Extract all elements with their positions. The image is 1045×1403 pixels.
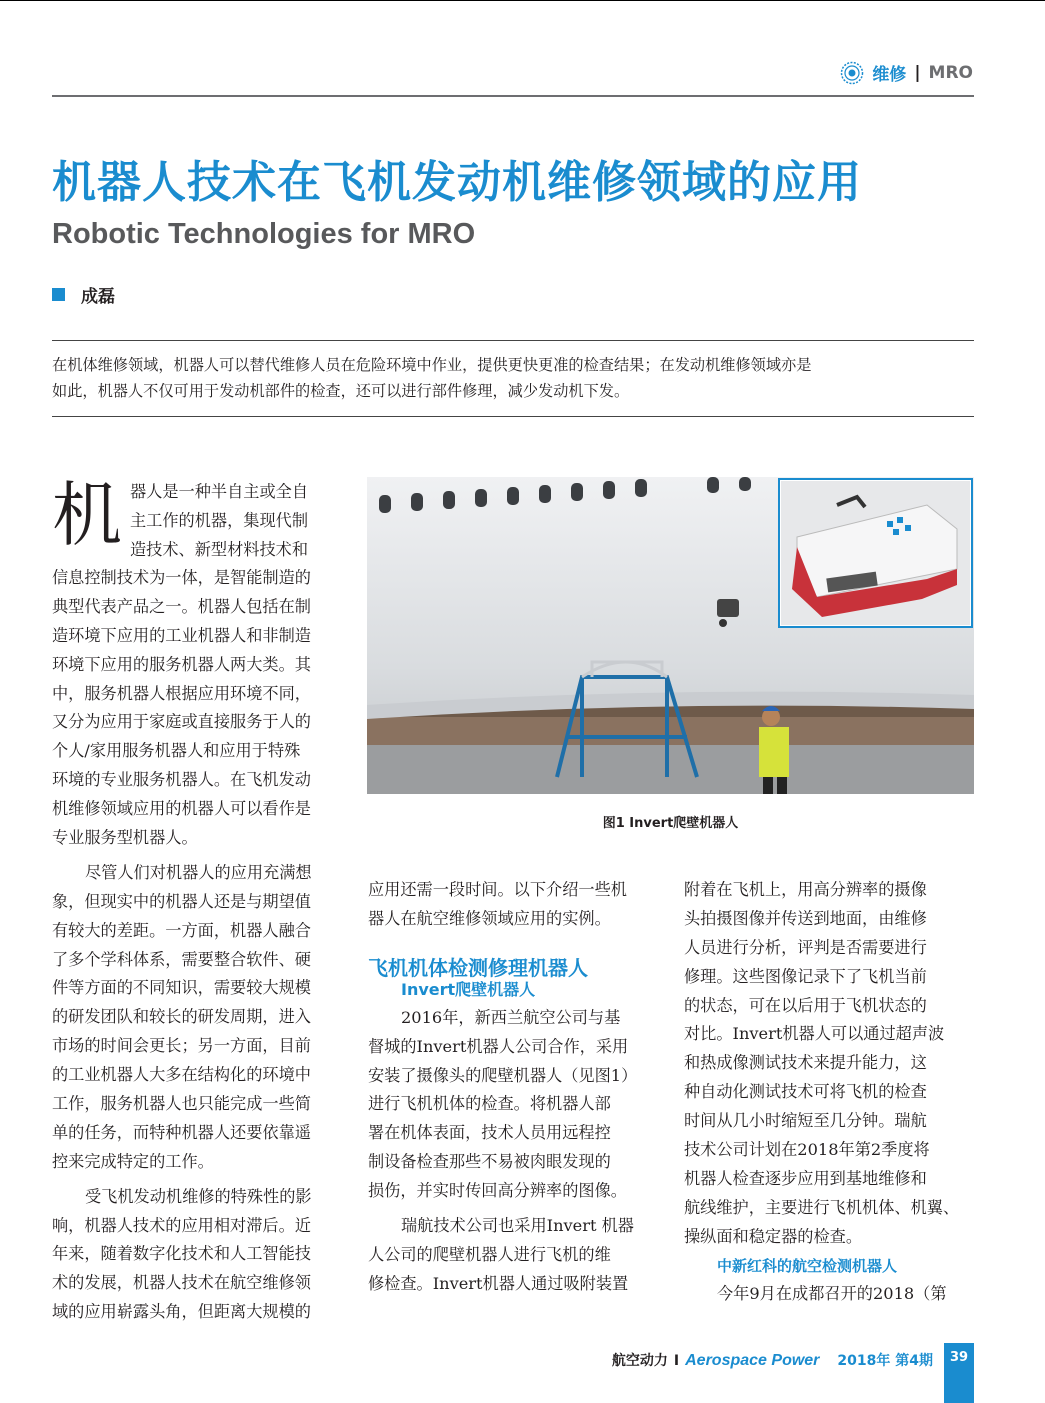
text-line: 操纵面和稳定器的检查。 — [684, 1226, 863, 1246]
text-line: 控来完成特定的工作。 — [52, 1151, 214, 1171]
text-line: 工作，服务机器人也只能完成一些简 — [52, 1094, 311, 1114]
text-line: 和热成像测试技术来提升能力，这 — [684, 1053, 927, 1073]
text-line: 典型代表产品之一。机器人包括在制 — [52, 596, 311, 616]
paragraph — [52, 1183, 342, 1327]
abstract — [52, 352, 974, 404]
text-line: 人员进行分析，评判是否需要进行 — [684, 937, 927, 957]
text-line: 对比。Invert机器人可以通过超声波 — [684, 1024, 945, 1044]
issue-label: 2018年 第4期 — [837, 1353, 933, 1369]
text-line: 年来，随着数字化技术和人工智能技 — [52, 1244, 311, 1264]
text-line: 主工作的机器，集现代制 — [130, 510, 309, 530]
text-line: 器人是一种半自主或全自 — [130, 482, 309, 501]
text-line: 修理。这些图像记录下了飞机当前 — [684, 966, 927, 986]
text-line: 制设备检查那些不易被肉眼发现的 — [368, 1152, 611, 1172]
figure-photo — [367, 477, 974, 794]
text-line: 的状态，可在以后用于飞机状态的 — [684, 995, 927, 1015]
text-line: 种自动化测试技术可将飞机的检查 — [684, 1082, 927, 1102]
abstract-line: 在机体维修领域，机器人可以替代维修人员在危险环境中作业，提供更快更准的检查结果；在发动机维修领域亦是 — [52, 356, 812, 374]
author-name: 成磊 — [81, 287, 115, 307]
text-line: 单的任务，而特种机器人还要依靠遥 — [52, 1122, 311, 1142]
text-line: 环境的专业服务机器人。在飞机发动 — [52, 770, 311, 790]
text-line: 术的发展，机器人技术在航空维修领 — [52, 1273, 311, 1293]
article-title-cn: 机器人技术在飞机发动机维修领域的应用 — [52, 157, 862, 208]
header-rule — [52, 95, 974, 97]
text-line: 机器人检查逐步应用到基地维修和 — [684, 1168, 927, 1188]
author-line — [52, 282, 115, 307]
text-line: 环境下应用的服务机器人两大类。其 — [52, 654, 311, 674]
dropcap-lines — [130, 478, 308, 565]
paragraph — [368, 1004, 660, 1206]
page-footer — [612, 1350, 933, 1370]
text-line: 造环境下应用的工业机器人和非制造 — [52, 625, 311, 645]
text-line: 应用还需一段时间。以下介绍一些机 — [368, 880, 627, 899]
text-line: 附着在飞机上，用高分辨率的摄像 — [684, 880, 927, 899]
text-line: 技术公司计划在2018年第2季度将 — [684, 1140, 930, 1160]
text-line: 安装了摄像头的爬壁机器人（见图1） — [368, 1065, 638, 1085]
paragraph — [52, 859, 342, 1177]
column-3 — [684, 876, 976, 1309]
text-line: 响，机器人技术的应用相对滞后。近 — [52, 1215, 311, 1235]
text-line: 损伤，并实时传回高分辨率的图像。 — [368, 1181, 627, 1201]
text-line: 航线维护，主要进行飞机机体、机翼、 — [684, 1197, 960, 1217]
text-line: 受飞机发动机维修的特殊性的影 — [85, 1186, 312, 1206]
text-line: 头拍摄图像并传送到地面，由维修 — [684, 908, 927, 928]
paragraph — [52, 564, 342, 853]
text-line: 信息控制技术为一体，是智能制造的 — [52, 568, 311, 587]
text-line: 督城的Invert机器人公司合作，采用 — [368, 1036, 629, 1056]
text-line: 器人在航空维修领域应用的实例。 — [368, 908, 611, 928]
author-marker-icon — [52, 288, 65, 301]
section-tag — [840, 60, 973, 85]
text-line: 人公司的爬壁机器人进行飞机的维 — [368, 1244, 611, 1264]
text-line: 件等方面的不同知识，需要较大规模 — [52, 978, 311, 998]
text-line: 机维修领域应用的机器人可以看作是 — [52, 799, 311, 819]
text-line: 瑞航技术公司也采用Invert 机器 — [401, 1216, 634, 1236]
text-line: 今年9月在成都召开的2018（第 — [717, 1284, 947, 1304]
text-line: 中，服务机器人根据应用环境不同， — [52, 683, 311, 703]
subsection-heading: Invert爬壁机器人 — [401, 979, 536, 999]
column-2 — [368, 876, 660, 1299]
paragraph — [368, 1212, 660, 1299]
top-border — [0, 0, 1045, 1]
section-heading: 飞机机体检测修理机器人 — [368, 955, 588, 980]
text-line: 署在机体表面，技术人员用远程控 — [368, 1123, 611, 1143]
subsection-heading: 中新红科的航空检测机器人 — [717, 1256, 898, 1275]
section-name-en: MRO — [928, 62, 973, 83]
figure-caption: 图1 Invert爬壁机器人 — [602, 816, 739, 831]
text-line: 有较大的差距。一方面，机器人融合 — [52, 920, 311, 940]
text-line: 的研发团队和较长的研发周期，进入 — [52, 1007, 311, 1027]
footer-separator: I — [673, 1353, 680, 1369]
text-line: 尽管人们对机器人的应用充满想 — [85, 862, 312, 882]
text-line: 域的应用崭露头角，但距离大规模的 — [52, 1302, 311, 1322]
abstract-bottom-rule — [52, 416, 974, 417]
dropcap: 机 — [52, 474, 122, 556]
abstract-top-rule — [52, 340, 974, 341]
text-line: 又分为应用于家庭或直接服务于人的 — [52, 712, 311, 732]
text-line: 个人/家用服务机器人和应用于特殊 — [52, 741, 301, 761]
text-line: 进行飞机机体的检查。将机器人部 — [368, 1094, 611, 1114]
text-line: 市场的时间会更长；另一方面，目前 — [52, 1036, 311, 1056]
text-line: 时间从几小时缩短至几分钟。瑞航 — [684, 1111, 927, 1131]
text-line: 造技术、新型材料技术和 — [130, 539, 309, 559]
journal-name-cn: 航空动力 — [611, 1353, 668, 1369]
dropcap-block — [52, 474, 342, 564]
text-line: 专业服务型机器人。 — [52, 828, 198, 848]
column-1 — [52, 474, 342, 1327]
text-line: 了多个学科体系，需要整合软件、硬 — [52, 949, 311, 969]
text-line: 的工业机器人大多在结构化的环境中 — [52, 1065, 311, 1085]
journal-name-en: Aerospace Power — [685, 1352, 820, 1369]
text-line: 象，但现实中的机器人还是与期望值 — [52, 891, 311, 911]
article-title-en: Robotic Technologies for MRO — [52, 218, 476, 250]
text-line: 2016年，新西兰航空公司与基 — [401, 1007, 621, 1027]
section-logo-icon — [840, 61, 864, 85]
abstract-line: 如此，机器人不仅可用于发动机部件的检查，还可以进行部件修理，减少发动机下发。 — [52, 382, 630, 400]
page-number: 39 — [949, 1350, 969, 1365]
text-line: 修检查。Invert机器人通过吸附装置 — [368, 1273, 629, 1293]
section-separator: | — [914, 62, 921, 83]
aircraft-hangar-photo — [367, 477, 974, 794]
section-name-cn: 维修 — [872, 65, 907, 85]
